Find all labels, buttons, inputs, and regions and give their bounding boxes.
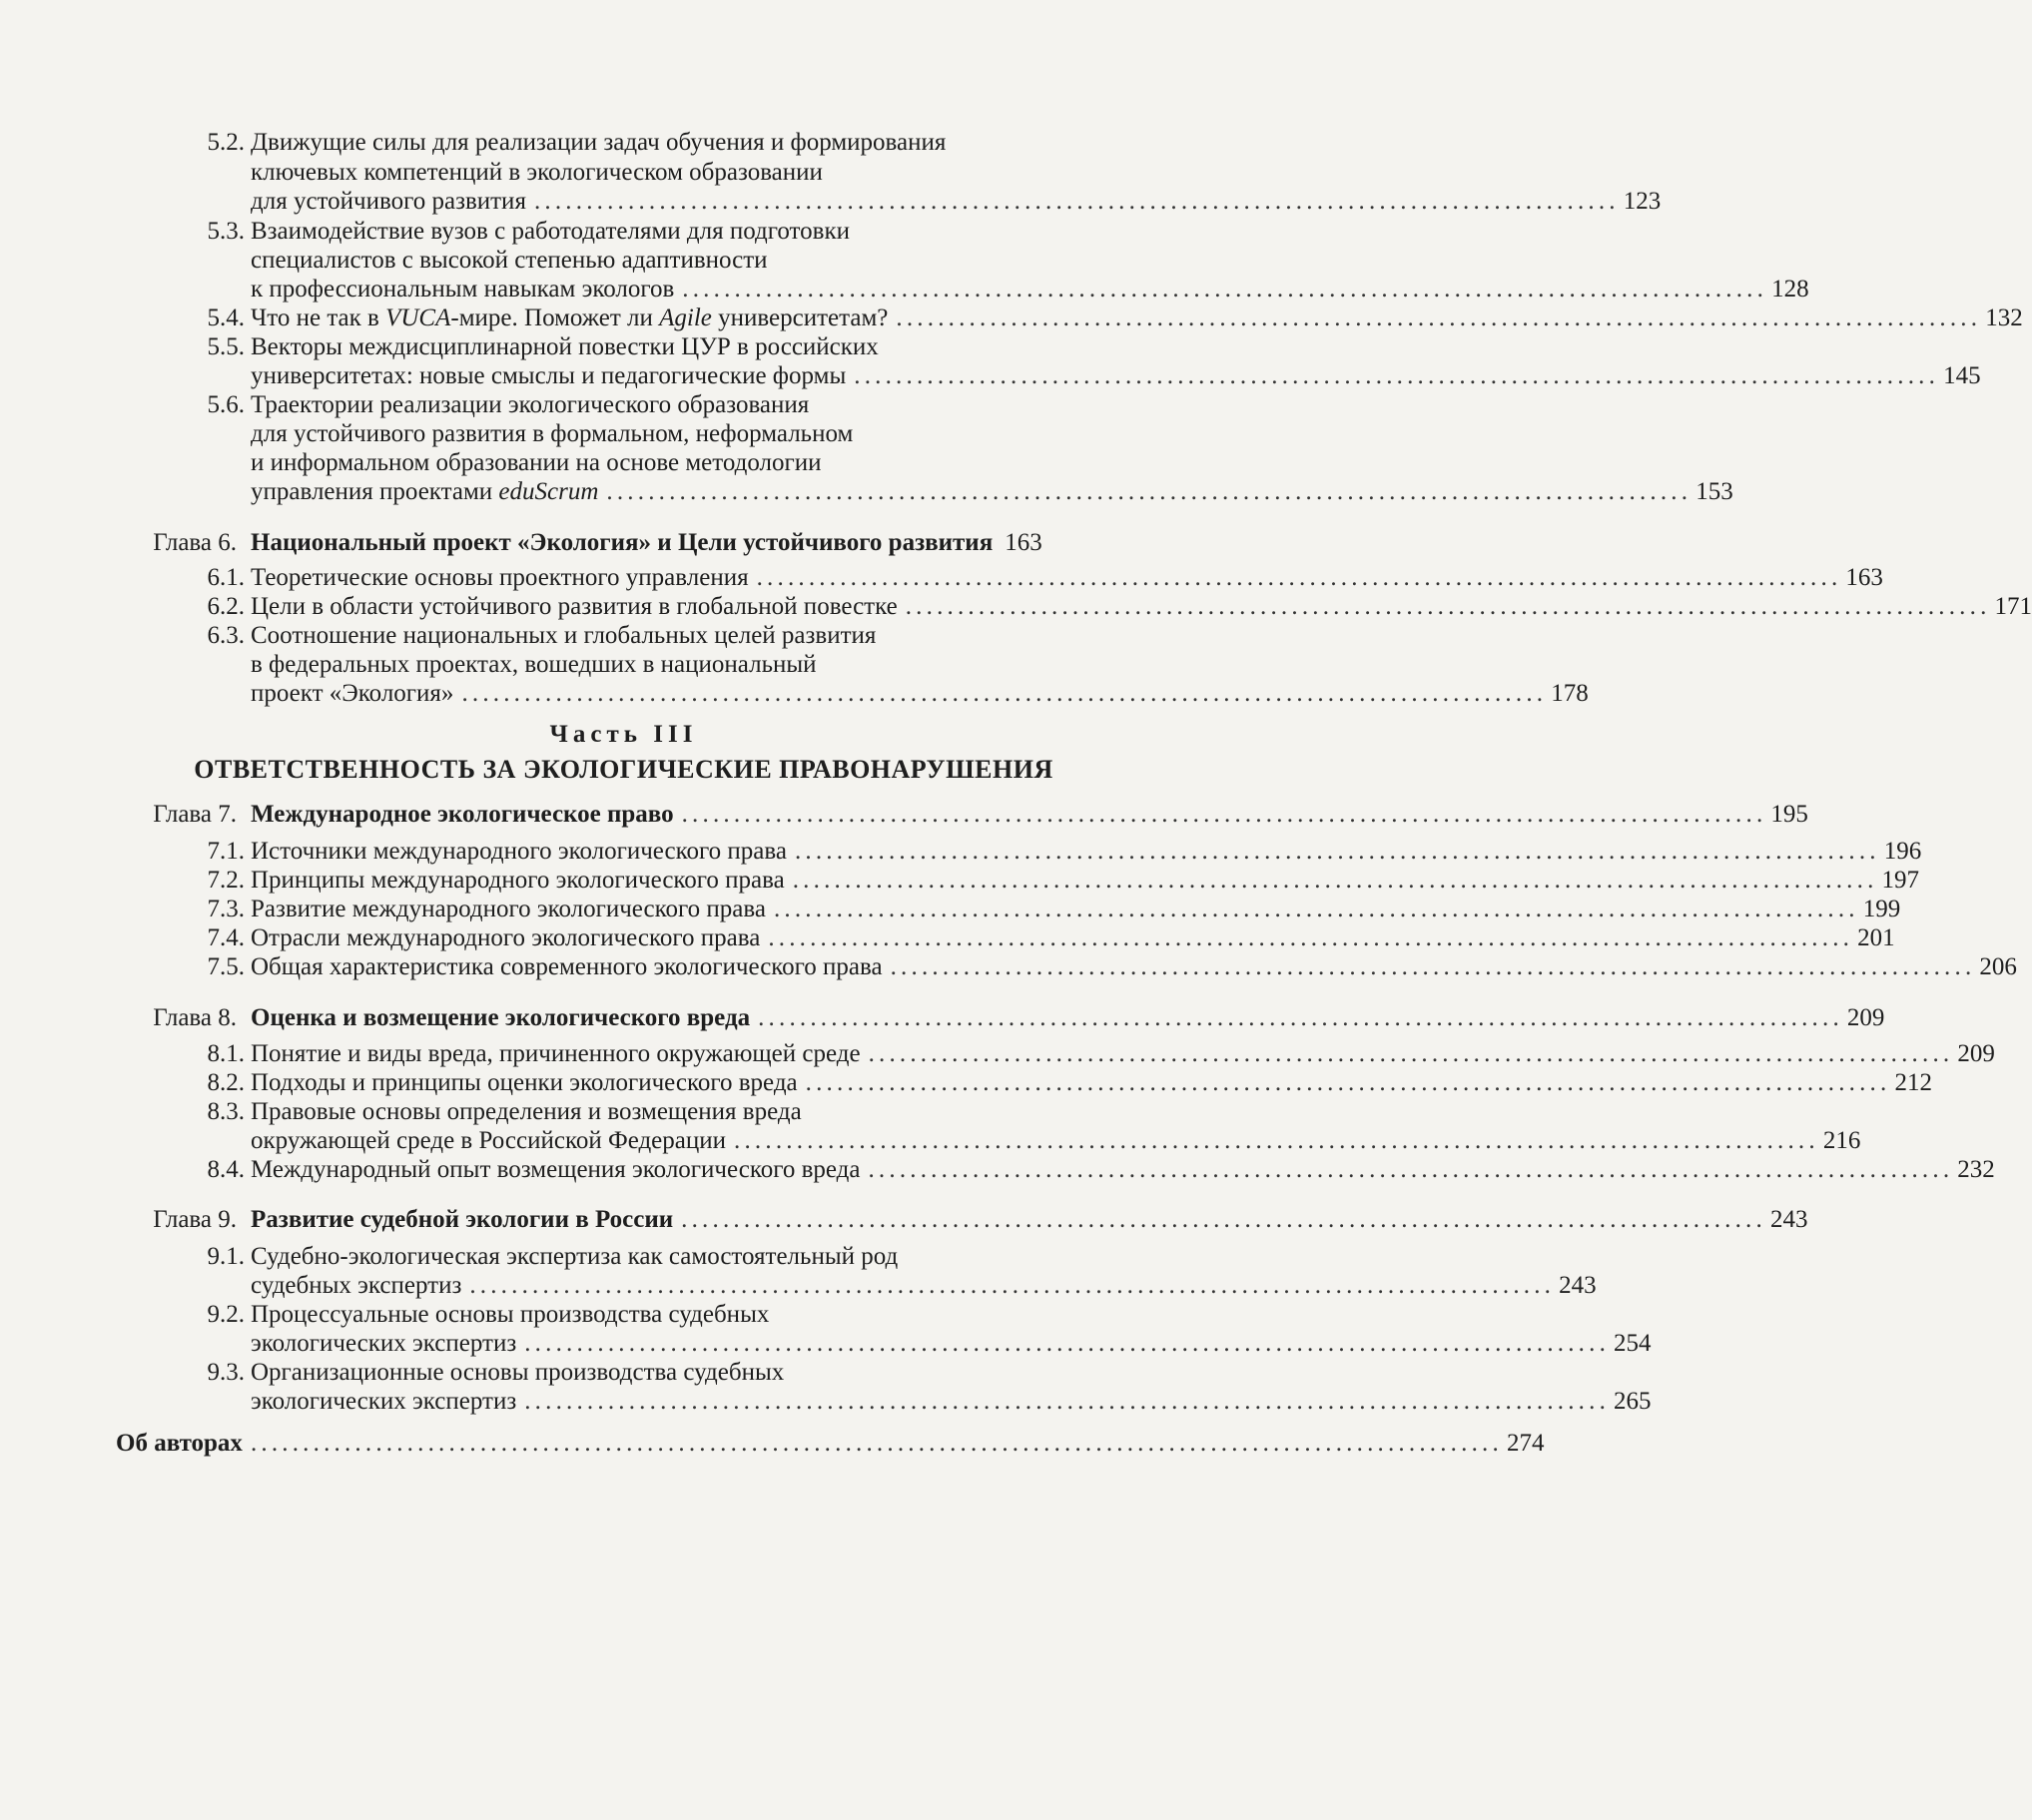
page-number: 243 [1555, 1270, 1597, 1302]
toc-entry-8-1-title: Понятие и виды вреда, причиненного окружающей среде [251, 1038, 869, 1070]
toc-entry-5-6-line-3: и информальном образовании на основе методологии [251, 449, 822, 476]
toc-entry-7-1[interactable] [251, 836, 1922, 868]
page-number: 171 [1991, 591, 2032, 623]
dot-leader: ........................................................................................................ [469, 1272, 1556, 1299]
toc-entry-8-1[interactable] [251, 1038, 1995, 1070]
toc-entry-5-2-line-2: ключевых компетенций в экологическом образовании [251, 159, 823, 186]
about-authors-title: Об авторах [116, 1428, 251, 1460]
page-number: 178 [1547, 678, 1589, 710]
page-number: 274 [1503, 1428, 1545, 1460]
toc-entry-5-6-line-1: Траектории реализации экологического образования [251, 391, 810, 418]
chapter-6-heading[interactable] [251, 527, 1042, 559]
toc-entry-7-4-title: Отрасли международного экологического права [251, 922, 768, 954]
toc-entry-8-4[interactable] [251, 1154, 1995, 1186]
toc-entry-8-3-line-2: окружающей среде в Российской Федерации [251, 1125, 734, 1157]
dot-leader: ........................................................................................................ [606, 478, 1693, 505]
toc-entry-5-2-last[interactable] [251, 186, 1662, 218]
toc-entry-8-3-line-1: Правовые основы определения и возмещения вреда [251, 1098, 802, 1125]
page-number: 132 [1981, 303, 2023, 334]
toc-entry-8-3-last[interactable] [251, 1125, 1861, 1157]
toc-entry-9-3-line-1: Организационные основы производства судебных [251, 1359, 785, 1386]
page-number: 206 [1975, 951, 2017, 983]
dot-leader: ........................................................................................................ [868, 1156, 1954, 1183]
dot-leader: ........................................................................................................ [524, 1388, 1611, 1415]
page-number: 243 [1766, 1204, 1808, 1236]
toc-entry-8-2-title: Подходы и принципы оценки экологического вреда [251, 1067, 806, 1099]
page-number: 128 [1767, 274, 1809, 305]
dot-leader: ........................................................................................................ [756, 564, 1842, 591]
page-number: 265 [1610, 1386, 1652, 1418]
toc-entry-7-2-title: Принципы международного экологического права [251, 865, 793, 897]
dot-leader: ........................................................................................................ [773, 896, 1859, 922]
page-number: 197 [1878, 865, 1920, 897]
toc-entry-5-3-last[interactable] [251, 274, 1809, 305]
chapter-9-heading[interactable] [251, 1204, 1808, 1236]
toc-entry-5-2-line-3: для устойчивого развития [251, 186, 534, 218]
page-number: 163 [1841, 562, 1883, 594]
page-number: 209 [1843, 1002, 1885, 1034]
chapter-8-heading[interactable] [251, 1002, 1885, 1034]
title-part: -мире. Поможет ли [450, 304, 660, 331]
page-number: 153 [1692, 476, 1733, 508]
toc-entry-5-6-last[interactable] [251, 476, 1733, 508]
part-3-title: ОТВЕТСТВЕННОСТЬ ЗА ЭКОЛОГИЧЕСКИЕ ПРАВОНАРУШЕНИЯ [194, 755, 1053, 784]
dot-leader: ........................................................................................................ [896, 304, 1982, 331]
chapter-9-title: Развитие судебной экологии в России [251, 1204, 681, 1236]
title-italic: eduScrum [498, 478, 599, 505]
chapter-7-title: Международное экологическое право [251, 799, 682, 831]
page-number: 212 [1890, 1067, 1932, 1099]
book-page: 5.2. Движущие силы для реализации задач обучения и формирования ключевых компетенций в экологическом образовании для устойчивого развития ........................................................................................................ 123 5.3. Взаимодействие вузов с работодателями для подготовки специалистов с высокой степенью адаптивности к профессиональным навыкам экологов ........................................................................................................ 128 5.4. Что не так в VUCA-мире. Поможет ли Agile университетам? ........................................................................................................ 132 5.5. Векторы междисциплинарной повестки ЦУР в российских университетах: новые смыслы и педагогические формы ........................................................................................................ 145 5.6. Траектории реализации экологического образования для устойчивого развития в формальном, неформальном и информальном образовании на основе методологии управления проектами eduScrum ........................................................................................................ 153 Глава 6. Национальный проект «Экология» и Цели устойчивого развития 163 6.1. Теоретические основы проектного управления ........................................................................................................ 163 6.2. Цели в области устойчивого развития в глобальной повестке ........................................................................................................ 171 6.3. Соотношение национальных и глобальных целей развития в федеральных проектах, вошедших в национальный проект «Экология» ........................................................................................................ 178 Часть III ОТВЕТСТВЕННОСТЬ ЗА ЭКОЛОГИЧЕСКИЕ ПРАВОНАРУШЕНИЯ Глава 7. Международное экологическое право ........................................................................................................ 195 7.1. Источники международного экологического права ........................................................................................................ 196 7.2. Принципы международного экологического права ........................................................................................................ 197 7.3. Развитие международного экологического права ........................................................................................................ 199 7.4. Отрасли международного экологического права ........................................................................................................ 201 7.5. Общая характеристика современного экологического права ........................................................................................................ 206 Глава 8. Оценка и возмещение экологического вреда ........................................................................................................ 209 8.1. Понятие и виды вреда, причиненного окружающей среде ........................................................................................................ 209 8.2. Подходы и принципы оценки экологического вреда ........................................................................................................ 212 8.3. Правовые основы определения и возмещения вреда окружающей среде в Российской Федерации ........................................................................................................ 216 8.4. Международный опыт возмещения экологического вреда ........................................................................................................ 232 Глава 9. Развитие судебной экологии в России ........................................................................................................ 243 9.1. Судебно-экологическая экспертиза как самостоятельный род судебных экспертиз ........................................................................................................ 243 9.2. Процессуальные основы производства судебных экологических экспертиз ........................................................................................................ 254 9.3. Организационные основы производства судебных экологических экспертиз ........................................................................................................ 265 Об авторах ........................................................................................................................ 274 [0, 0, 1247, 1820]
chapter-7-heading[interactable] [251, 799, 1808, 831]
toc-entry-5-6-line-2: для устойчивого развития в формальном, неформальном [251, 420, 854, 447]
toc-entry-6-3-last[interactable] [251, 678, 1589, 710]
toc-entry-9-2-last[interactable] [251, 1328, 1652, 1360]
toc-entry-7-3-title: Развитие международного экологического права [251, 894, 774, 925]
toc-entry-5-5-line-1: Векторы междисциплинарной повестки ЦУР в российских [251, 333, 879, 360]
dot-leader: ........................................................................................................ [461, 680, 1548, 707]
dot-leader: ........................................................................................................ [681, 801, 1767, 828]
toc-entry-5-4[interactable] [251, 303, 2023, 334]
dot-leader: ........................................................................................................ [805, 1069, 1891, 1096]
toc-entry-7-4[interactable] [251, 922, 1895, 954]
toc-entry-9-1-last[interactable] [251, 1270, 1597, 1302]
toc-entry-7-5[interactable] [251, 951, 2017, 983]
dot-leader: ........................................................................................................ [905, 593, 1991, 620]
toc-entry-5-5-last[interactable] [251, 360, 1981, 392]
page-number: 201 [1853, 922, 1895, 954]
toc-entry-6-1-title: Теоретические основы проектного управления [251, 562, 757, 594]
dot-leader: ........................................................................................................ [768, 924, 1854, 951]
title-part: университетам? [711, 304, 889, 331]
toc-entry-5-2-line-1: Движущие силы для реализации задач обучения и формирования [251, 129, 947, 156]
chapter-8-title: Оценка и возмещение экологического вреда [251, 1002, 758, 1034]
toc-entry-9-3-last[interactable] [251, 1386, 1652, 1418]
page-number: 196 [1880, 836, 1922, 868]
page-number: 163 [1001, 527, 1042, 559]
page-number: 216 [1819, 1125, 1861, 1157]
dot-leader: ........................................................................................................ [794, 838, 1880, 865]
title-italic: VUCA [385, 304, 451, 331]
toc-entry-6-3-line-1: Соотношение национальных и глобальных целей развития [251, 622, 877, 649]
dot-leader: ........................................................................................................ [524, 1330, 1611, 1357]
toc-entry-6-2-title: Цели в области устойчивого развития в глобальной повестке [251, 591, 906, 623]
toc-entry-9-2-line-2: экологических экспертиз [251, 1328, 524, 1360]
dot-leader: ........................................................................................................ [890, 953, 1976, 980]
dot-leader: ........................................................................................................ [758, 1004, 1843, 1031]
toc-entry-7-3[interactable] [251, 894, 1901, 925]
dot-leader: ........................................................................................................ [681, 1206, 1766, 1233]
toc-entry-9-1-line-2: судебных экспертиз [251, 1270, 469, 1302]
dot-leader: ........................................................................................................ [682, 276, 1768, 303]
toc-entry-9-3-line-2: экологических экспертиз [251, 1386, 524, 1418]
toc-entry-9-2-line-1: Процессуальные основы производства судебных [251, 1301, 770, 1328]
page-number: 199 [1859, 894, 1901, 925]
dot-leader: ........................................................................................................ [792, 867, 1878, 894]
title-italic: Agile [659, 304, 712, 331]
dot-leader: ........................................................................................................ [868, 1040, 1954, 1067]
dot-leader: ........................................................................................................ [533, 188, 1620, 215]
toc-entry-5-5-line-2: университетах: новые смыслы и педагогические формы [251, 360, 854, 392]
toc-entry-6-1[interactable] [251, 562, 1883, 594]
toc-entry-6-2[interactable] [251, 591, 2032, 623]
toc-entry-8-2[interactable] [251, 1067, 1932, 1099]
toc-entry-5-3-line-1: Взаимодействие вузов с работодателями для подготовки [251, 218, 850, 245]
toc-entry-6-3-line-2: в федеральных проектах, вошедших в национальный [251, 651, 817, 678]
about-authors-entry[interactable] [116, 1428, 1545, 1460]
toc-entry-8-4-title: Международный опыт возмещения экологического вреда [251, 1154, 868, 1186]
toc-entry-6-3-line-3: проект «Экология» [251, 678, 461, 710]
dot-leader: ........................................................................................................ [854, 362, 1940, 389]
toc-entry-5-6-line-4 [251, 476, 606, 508]
toc-entry-9-1-line-1: Судебно-экологическая экспертиза как самостоятельный род [251, 1243, 899, 1270]
page-number: 254 [1610, 1328, 1652, 1360]
page-number: 195 [1766, 799, 1808, 831]
page-number: 232 [1953, 1154, 1995, 1186]
title-part: Что не так в [251, 304, 386, 331]
title-part: управления проектами [251, 478, 499, 505]
page-number: 209 [1953, 1038, 1995, 1070]
toc-entry-7-5-title: Общая характеристика современного экологического права [251, 951, 891, 983]
page-number: 145 [1939, 360, 1981, 392]
toc-entry-5-3-line-3: к профессиональным навыкам экологов [251, 274, 682, 305]
dot-leader: ........................................................................................................ [734, 1127, 1819, 1154]
part-3-label: Часть III [549, 721, 698, 748]
toc-entry-5-3-line-2: специалистов с высокой степенью адаптивности [251, 247, 768, 274]
dot-leader: ........................................................................................................................ [250, 1430, 1503, 1457]
page-number: 123 [1620, 186, 1662, 218]
toc-entry-7-2[interactable] [251, 865, 1920, 897]
toc-entry-5-4-title [251, 303, 896, 334]
chapter-6-title: Национальный проект «Экология» и Цели устойчивого развития [251, 527, 1001, 559]
toc-entry-7-1-title: Источники международного экологического права [251, 836, 795, 868]
